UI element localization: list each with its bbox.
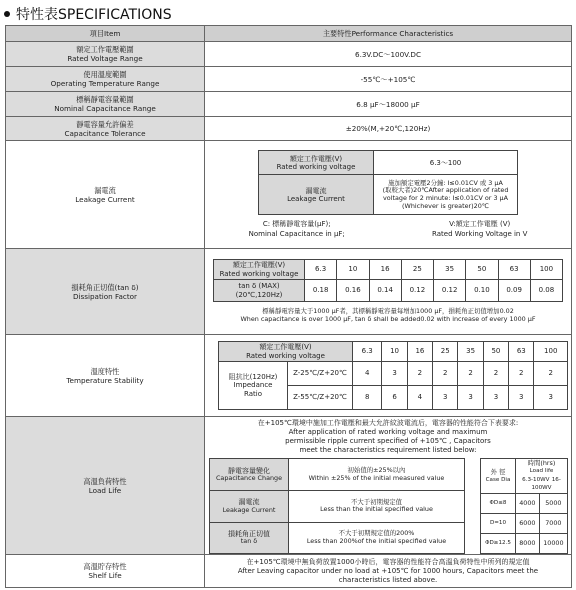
shelf-text-1: 在+105℃環境中無負荷放置1000小時后，電容器的性能符合高溫負荷特性中所列的規定值 <box>246 557 530 566</box>
leakage-label-cn: 漏電流 <box>94 185 116 195</box>
leak-lc-en: Leakage Current <box>287 194 345 203</box>
ts-r1-label: Z-25℃/Z+20℃ <box>288 361 353 385</box>
tol-label-cn: 靜電容量允許偏差 <box>76 119 134 129</box>
load-tan-v-en: Less than 200%of the initial specified value <box>306 536 447 545</box>
ts-v-5: 50 <box>483 342 508 362</box>
leak-text-1: 施加額定電壓2分鐘: I≤0.01CV 或 3 μA <box>388 178 503 187</box>
row-temp <box>6 67 572 92</box>
df-val-1: 0.16 <box>337 280 369 302</box>
df-note <box>205 307 571 324</box>
ts-v-6: 63 <box>509 342 534 362</box>
ts-r1-2: 2 <box>407 361 432 385</box>
ts-v-1: 10 <box>382 342 407 362</box>
ts-r1-3: 2 <box>433 361 458 385</box>
ts-r2-2: 4 <box>407 385 432 409</box>
load-size-0: ΦD≤8 <box>481 494 516 514</box>
ts-r1-5: 2 <box>483 361 508 385</box>
load-size-2: ΦD≥12.5 <box>481 534 516 554</box>
df-v-2: 16 <box>369 260 401 280</box>
cap-label-cn: 標稱靜電容量範圍 <box>76 95 134 104</box>
tol-value: ±20%(M,+20℃,120Hz) <box>205 117 572 141</box>
load-tan-cn: 損耗角正切值 <box>228 529 270 538</box>
load-hrs-1-1: 7000 <box>539 514 567 534</box>
ts-r2-6: 3 <box>509 385 534 409</box>
leak-lc-cn: 漏電流 <box>305 186 327 195</box>
temp-label-en: Operating Temperature Range <box>50 79 160 88</box>
voltage-value: 6.3V.DC～100V.DC <box>205 42 572 67</box>
section-title-text: 特性表SPECIFICATIONS <box>16 7 172 23</box>
load-life-en: Load life <box>529 468 554 475</box>
load-intro-3: permissible ripple current specified of +105℃ , Capacitors <box>285 437 491 446</box>
row-capacitance <box>6 92 572 117</box>
df-val-6: 0.09 <box>498 280 530 302</box>
header-row <box>6 26 572 42</box>
ts-r2-3: 3 <box>433 385 458 409</box>
df-val-4: 0.12 <box>434 280 466 302</box>
temp-label-cn: 使用溫度範圍 <box>83 70 127 79</box>
ts-label-en: Temperature Stability <box>66 375 144 385</box>
leak-text-2: (取較大者)20℃After application of rated <box>382 186 509 195</box>
load-lc-v-en: Less than the initial specified value <box>320 505 433 514</box>
row-voltage <box>6 42 572 67</box>
voltage-label-en: Rated Voltage Range <box>67 54 143 63</box>
load-intro-1: 在+105℃環境中施加工作電壓和最大允許紋波電流后，電容器的性能符合下表要求: <box>257 419 519 427</box>
ts-r1-7: 2 <box>534 361 568 385</box>
df-v-1: 10 <box>337 260 369 280</box>
ts-r2-7: 3 <box>534 385 568 409</box>
ts-v-0: 6.3 <box>353 342 382 362</box>
ts-rv-cn: 額定工作電壓(V) <box>259 343 312 352</box>
bullet-icon <box>4 11 10 17</box>
ts-rv-en: Rated working voltage <box>246 351 325 360</box>
ts-r2-5: 3 <box>483 385 508 409</box>
ts-label-cn: 溫度特性 <box>90 366 120 376</box>
load-hrs-0-0: 4000 <box>516 494 540 514</box>
load-col-0: 6.3-10WV <box>522 476 550 483</box>
df-val-3: 0.12 <box>401 280 433 302</box>
df-rv-en: Rated working voltage <box>219 269 299 278</box>
df-rv-cn: 額定工作電壓(V) <box>232 261 286 270</box>
df-v-4: 35 <box>434 260 466 280</box>
df-val-2: 0.14 <box>369 280 401 302</box>
df-val-5: 0.10 <box>466 280 498 302</box>
df-note-cn: 標稱靜電容量大于1000 μF者，其標稱靜電容量每增加1000 μF，損耗角正切值增加0.02 <box>262 307 514 316</box>
load-tables <box>205 455 571 554</box>
df-v-0: 6.3 <box>305 260 337 280</box>
row-leakage <box>6 141 572 249</box>
load-life-table <box>480 458 568 554</box>
ts-v-3: 25 <box>433 342 458 362</box>
load-lc-cn: 漏電流 <box>238 498 260 507</box>
ts-r1-4: 2 <box>458 361 483 385</box>
shelf-text-3: characteristics listed above. <box>338 575 438 584</box>
df-note-en: When capacitance is over 1000 μF, tan δ shall be added0.02 with increase of every 1000 μF <box>240 315 536 324</box>
load-intro-2: After application of rated working voltage and maximum <box>288 428 488 437</box>
row-dissipation <box>6 249 572 335</box>
leak-text-3: voltage for 2 minute: I≤0.01CV or 3 μA <box>383 193 508 202</box>
leakage-label-en: Leakage Current <box>75 194 135 204</box>
load-cc-en: Capacitance Change <box>215 474 283 483</box>
df-label-cn: 損耗角正切值(tan δ) <box>71 282 139 292</box>
row-shelf-life <box>6 555 572 588</box>
ts-r2-1: 6 <box>382 385 407 409</box>
ts-imp-3: Ratio <box>244 389 262 398</box>
temp-value: -55℃～+105℃ <box>205 67 572 92</box>
df-v-7: 100 <box>530 260 562 280</box>
ts-subtable <box>218 341 568 410</box>
load-label-en: Load Life <box>88 485 122 495</box>
v-note-cn: V:額定工作電壓 (V) <box>449 220 511 229</box>
load-intro <box>205 419 571 455</box>
load-hrs-1-0: 6000 <box>516 514 540 534</box>
leak-rv-value: 6.3～100 <box>374 151 518 175</box>
load-cc-v-en: Within ±25% of the initial measured value <box>308 473 445 482</box>
df-v-3: 25 <box>401 260 433 280</box>
load-label-cn: 高溫負荷特性 <box>83 476 127 486</box>
v-note-en: Rated Working Voltage in V <box>432 229 528 238</box>
load-case-cn: 外 徑 <box>490 468 506 477</box>
c-note-en: Nominal Capacitance in μF; <box>248 229 345 238</box>
row-temp-stability <box>6 335 572 417</box>
df-tan-en: (20℃,120Hz) <box>235 290 283 299</box>
shelf-label-cn: 高溫貯存特性 <box>83 562 127 572</box>
leak-rv-cn: 額定工作電壓(V) <box>289 154 343 163</box>
load-lc-v-cn: 不大于初期規定值 <box>350 497 403 506</box>
df-subtable <box>213 259 563 302</box>
ts-r1-6: 2 <box>509 361 534 385</box>
load-hrs-2-1: 10000 <box>539 534 567 554</box>
ts-r2-4: 3 <box>458 385 483 409</box>
voltage-label-cn: 額定工作電壓範圍 <box>76 45 134 54</box>
c-note-cn: C: 標稱靜電容量(μF); <box>262 220 331 229</box>
ts-r1-0: 4 <box>353 361 382 385</box>
load-col-1: 16-100WV <box>531 476 561 492</box>
load-case-en: Case Dia <box>485 476 511 483</box>
load-size-1: D=10 <box>481 514 516 534</box>
leakage-subtable <box>258 150 518 215</box>
ts-r2-label: Z-55℃/Z+20℃ <box>288 385 353 409</box>
row-load-life <box>6 417 572 555</box>
df-v-6: 63 <box>498 260 530 280</box>
ts-imp-2: Impedance <box>233 381 273 390</box>
section-title <box>4 5 172 23</box>
df-label-en: Dissipation Factor <box>72 291 138 301</box>
load-hrs-2-0: 8000 <box>516 534 540 554</box>
shelf-label-en: Shelf Life <box>88 571 122 581</box>
df-v-5: 50 <box>466 260 498 280</box>
ts-r2-0: 8 <box>353 385 382 409</box>
row-tolerance <box>6 117 572 141</box>
leak-rv-en: Rated working voltage <box>276 162 356 171</box>
load-life-cn: 時間(hrs) <box>527 459 556 468</box>
spec-table <box>5 25 572 588</box>
leakage-notes <box>205 220 571 238</box>
ts-v-4: 35 <box>458 342 483 362</box>
header-performance: 主要特性Performance Characteristics <box>205 26 572 42</box>
load-tan-v-cn: 不大于初期規定值的200% <box>338 529 415 538</box>
header-item: 項目Item <box>6 26 205 42</box>
ts-v-7: 100 <box>534 342 568 362</box>
ts-imp-1: 阻抗比(120Hz) <box>228 372 278 381</box>
df-tan-cn: tan δ (MAX) <box>238 282 280 291</box>
load-cc-cn: 靜電容量變化 <box>228 466 270 475</box>
cap-label-en: Nominal Capacitance Range <box>54 104 156 113</box>
ts-r1-1: 3 <box>382 361 407 385</box>
ts-v-2: 16 <box>407 342 432 362</box>
shelf-text-2: After Leaving capacitor under no load at +105℃ for 1000 hours, Capacitors meet the <box>237 566 539 575</box>
tol-label-en: Capacitance Tolerance <box>64 128 146 138</box>
cap-value: 6.8 μF～18000 μF <box>205 92 572 117</box>
load-lc-en: Leakage Current <box>222 505 276 514</box>
load-hrs-0-1: 5000 <box>539 494 567 514</box>
load-cc-v-cn: 初始值的±25%以內 <box>347 465 406 474</box>
leak-text-4: (Whichever is greater)20℃ <box>402 201 489 210</box>
load-intro-4: meet the characteristics requirement listed below: <box>299 446 477 455</box>
df-val-7: 0.08 <box>530 280 562 302</box>
load-char-table <box>209 458 465 554</box>
df-val-0: 0.18 <box>305 280 337 302</box>
load-tan-en: tan δ <box>240 537 258 546</box>
